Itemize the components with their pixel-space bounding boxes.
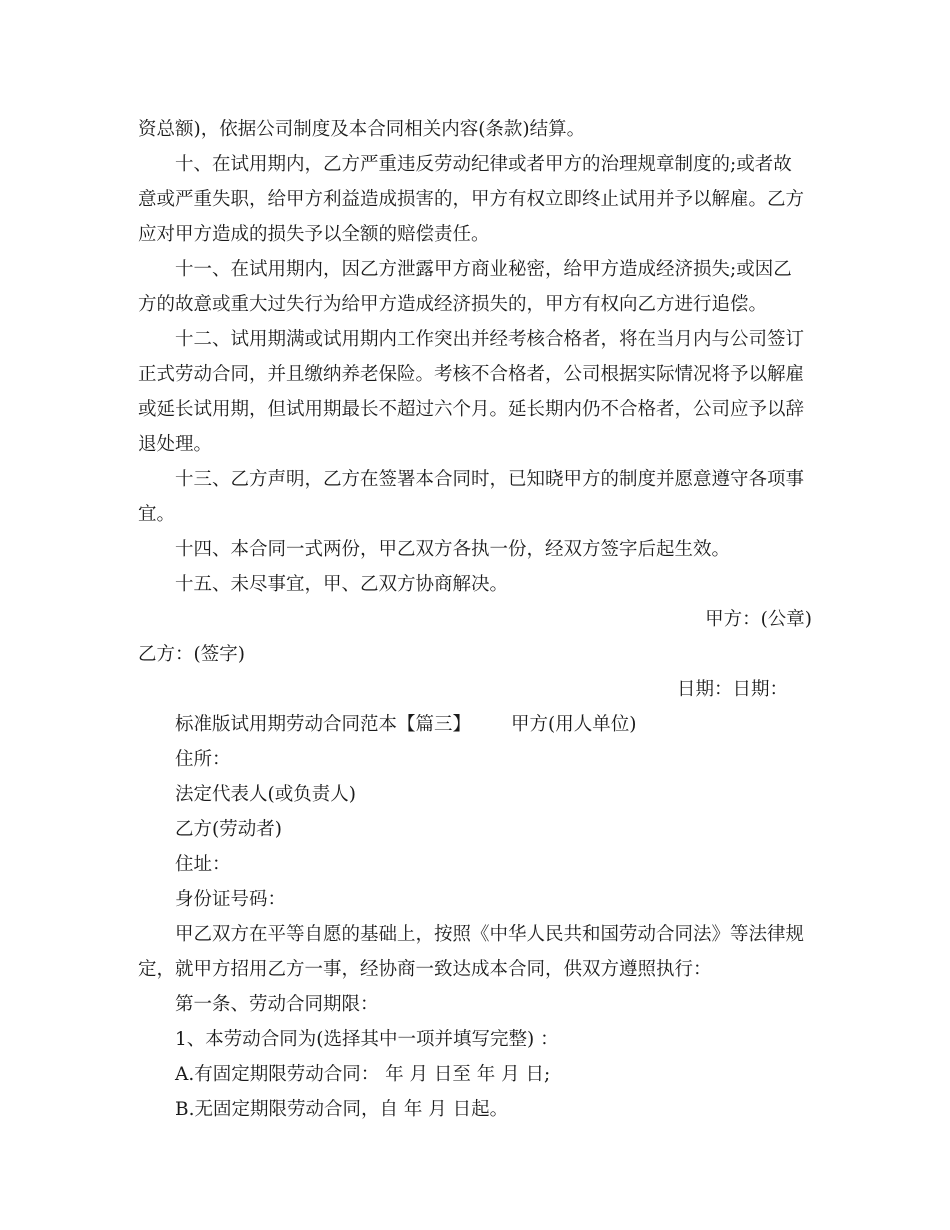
section-title: 标准版试用期劳动合同范本【篇三】 [175,714,472,735]
field-legal-representative: 法定代表人(或负责人) [175,784,356,805]
clause-13-line-2: 宜。 [138,504,176,525]
clause-12-line-1: 十二、试用期满或试用期内工作突出并经考核合格者，将在当月内与公司签订 [175,329,805,350]
article-1-heading: 第一条、劳动合同期限： [175,994,379,1015]
clause-10-line-1: 十、在试用期内，乙方严重违反劳动纪律或者甲方的治理规章制度的;或者故 [175,154,792,175]
party-a-employer: 甲方(用人单位) [511,714,637,735]
signing-dates: 日期：日期： [676,679,788,700]
preamble-line-2: 定，就甲方招用乙方一事，经协商一致达成本合同，供双方遵照执行： [138,959,712,980]
clause-12-line-4: 退处理。 [138,434,213,455]
field-residence: 住址： [175,854,231,875]
clause-15: 十五、未尽事宜，甲、乙双方协商解决。 [175,574,509,595]
clause-12-line-2: 正式劳动合同，并且缴纳养老保险。考核不合格者，公司根据实际情况将予以解雇 [138,364,805,385]
clause-11-line-2: 方的故意或重大过失行为给甲方造成经济损失的，甲方有权向乙方进行追偿。 [138,294,768,315]
clause-13-line-1: 十三、乙方声明，乙方在签署本合同时，已知晓甲方的制度并愿意遵守各项事 [175,469,805,490]
clause-11-line-1: 十一、在试用期内，因乙方泄露甲方商业秘密，给甲方造成经济损失;或因乙 [175,259,792,280]
clause-10-line-3: 应对甲方造成的损失予以全额的赔偿责任。 [138,224,490,245]
paragraph-line: 资总额)，依据公司制度及本合同相关内容(条款)结算。 [138,119,586,140]
option-a-fixed-term: A.有固定期限劳动合同： 年 月 日至 年 月 日; [175,1064,551,1085]
field-party-b: 乙方(劳动者) [175,819,282,840]
option-b-open-ended: B.无固定期限劳动合同，自 年 月 日起。 [175,1099,509,1120]
clause-14: 十四、本合同一式两份，甲乙双方各执一份，经双方签字后起生效。 [175,539,731,560]
preamble-line-1: 甲乙双方在平等自愿的基础上，按照《中华人民共和国劳动合同法》等法律规 [175,924,805,945]
clause-12-line-3: 或延长试用期，但试用期最长不超过六个月。延长期内仍不合格者，公司应予以辞 [138,399,805,420]
field-address: 住所： [175,749,231,770]
field-id-number: 身份证号码： [175,889,287,910]
party-a-seal: 甲方：(公章) [705,609,812,630]
party-b-signature: 乙方：(签字) [138,644,245,665]
article-1-item-1: 1、本劳动合同为(选择其中一项并填写完整) ： [175,1029,559,1050]
clause-10-line-2: 意或严重失职，给甲方利益造成损害的，甲方有权立即终止试用并予以解雇。乙方 [138,189,805,210]
section-heading [175,713,636,737]
